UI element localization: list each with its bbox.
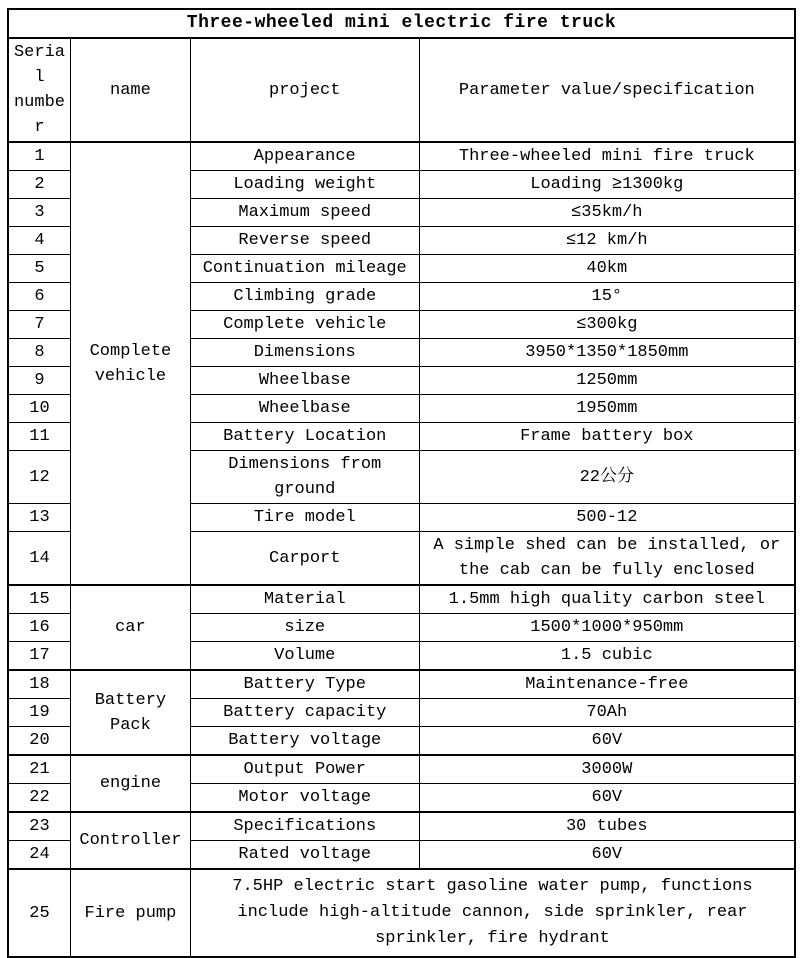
serial-cell: 23 [8,812,70,841]
project-cell: Climbing grade [190,283,419,311]
project-cell: Tire model [190,504,419,532]
parameter-value-cell: A simple shed can be installed, or the cab can be fully enclosed [419,532,795,586]
project-cell: Loading weight [190,171,419,199]
parameter-value-cell: 22公分 [419,451,795,504]
serial-cell: 15 [8,585,70,614]
parameter-value-cell: ≤35km/h [419,199,795,227]
table-row [8,670,795,699]
serial-cell: 5 [8,255,70,283]
parameter-value-cell: 40km [419,255,795,283]
serial-cell: 19 [8,699,70,727]
parameter-value-cell: 500-12 [419,504,795,532]
parameter-value-cell: 3000W [419,755,795,784]
serial-cell: 24 [8,841,70,870]
project-cell: Rated voltage [190,841,419,870]
parameter-value-cell: Loading ≥1300kg [419,171,795,199]
column-header-name: name [70,38,190,142]
table-row [8,812,795,841]
project-cell: Dimensions [190,339,419,367]
parameter-value-cell: 60V [419,841,795,870]
project-cell: size [190,614,419,642]
parameter-value-cell: 30 tubes [419,812,795,841]
serial-cell: 3 [8,199,70,227]
serial-cell: 13 [8,504,70,532]
serial-cell: 4 [8,227,70,255]
serial-cell: 25 [8,869,70,957]
project-cell: Dimensions from ground [190,451,419,504]
parameter-value-cell: 3950*1350*1850mm [419,339,795,367]
parameter-value-cell: Frame battery box [419,423,795,451]
project-cell: Battery capacity [190,699,419,727]
project-cell: Maximum speed [190,199,419,227]
parameter-value-cell: 60V [419,727,795,756]
serial-cell: 21 [8,755,70,784]
serial-cell: 9 [8,367,70,395]
serial-cell: 12 [8,451,70,504]
parameter-value-cell: Maintenance-free [419,670,795,699]
serial-cell: 6 [8,283,70,311]
parameter-value-cell: 1.5mm high quality carbon steel [419,585,795,614]
project-cell: Battery Type [190,670,419,699]
project-cell: Appearance [190,142,419,171]
parameter-value-cell: ≤300kg [419,311,795,339]
project-cell: Wheelbase [190,395,419,423]
title-row [8,9,795,38]
column-header-project: project [190,38,419,142]
table-row [8,585,795,614]
project-cell: Battery Location [190,423,419,451]
parameter-value-cell: 60V [419,784,795,813]
parameter-value-cell: 70Ah [419,699,795,727]
project-cell: Material [190,585,419,614]
project-cell: Complete vehicle [190,311,419,339]
serial-cell: 2 [8,171,70,199]
project-cell: Output Power [190,755,419,784]
table-row [8,755,795,784]
project-cell: Motor voltage [190,784,419,813]
project-cell: Specifications [190,812,419,841]
project-cell: Continuation mileage [190,255,419,283]
parameter-value-cell: 7.5HP electric start gasoline water pump, functions include high-altitude cannon, side sprinkler, rear sprinkler, fire hydrant [190,869,795,957]
parameter-value-cell: ≤12 km/h [419,227,795,255]
project-cell: Battery voltage [190,727,419,756]
parameter-value-cell: 1950mm [419,395,795,423]
serial-cell: 18 [8,670,70,699]
table-title: Three-wheeled mini electric fire truck [8,9,795,38]
spec-table [7,8,796,958]
parameter-value-cell: Three-wheeled mini fire truck [419,142,795,171]
name-group-cell: Complete vehicle [70,142,190,585]
serial-cell: 7 [8,311,70,339]
spec-table-body [8,142,795,957]
project-cell: Reverse speed [190,227,419,255]
parameter-value-cell: 1.5 cubic [419,642,795,671]
serial-cell: 22 [8,784,70,813]
serial-cell: 20 [8,727,70,756]
name-group-cell: engine [70,755,190,812]
serial-cell: 16 [8,614,70,642]
parameter-value-cell: 15° [419,283,795,311]
table-row [8,869,795,957]
column-header-serial-number: Serial number [8,38,70,142]
serial-cell: 17 [8,642,70,671]
column-header-parameter: Parameter value/specification [419,38,795,142]
name-group-cell: Battery Pack [70,670,190,755]
serial-cell: 8 [8,339,70,367]
project-cell: Carport [190,532,419,586]
serial-cell: 14 [8,532,70,586]
serial-cell: 1 [8,142,70,171]
name-group-cell: car [70,585,190,670]
parameter-value-cell: 1250mm [419,367,795,395]
serial-cell: 10 [8,395,70,423]
column-header-row [8,38,795,142]
parameter-value-cell: 1500*1000*950mm [419,614,795,642]
project-cell: Wheelbase [190,367,419,395]
name-group-cell: Fire pump [70,869,190,957]
name-group-cell: Controller [70,812,190,869]
project-cell: Volume [190,642,419,671]
serial-cell: 11 [8,423,70,451]
table-row [8,142,795,171]
